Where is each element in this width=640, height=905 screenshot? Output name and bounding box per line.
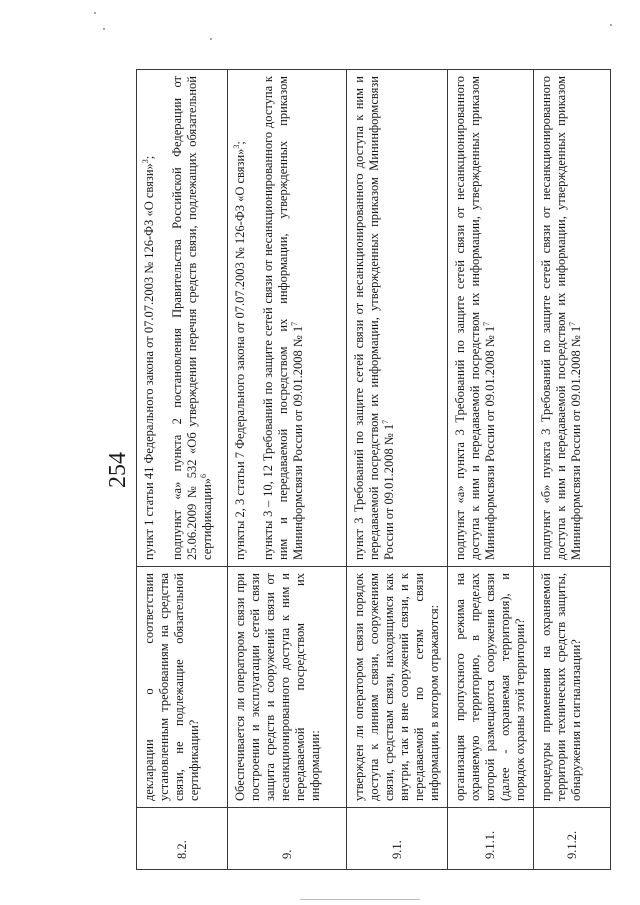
requirement-question: процедуры применения на охраняемой территории технических средств защиты, обнаружения и сигнализации? bbox=[534, 567, 611, 808]
requirement-question: утвержден ли оператором связи порядок доступа к линиям связи, сооружениям связи, средствам связи, находящимся как внутри, так и вне сооружений связи, и к передаваемой по сетям связи информации, в котором отражаются: bbox=[347, 567, 448, 808]
footnote-mark: 7 bbox=[380, 419, 390, 424]
footnote-mark: 6 bbox=[198, 473, 208, 478]
page-number: 254 bbox=[105, 452, 131, 488]
table-row bbox=[448, 70, 534, 870]
scan-edge-mark bbox=[300, 899, 420, 900]
table-row bbox=[534, 70, 611, 870]
rotated-page bbox=[60, 70, 583, 870]
table-row bbox=[137, 70, 228, 870]
item-number: 9.1.1. bbox=[448, 808, 534, 870]
reference-text: пункт 3 Требований по защите сетей связи от несанкционированного доступа к ним и передаваемой посредством их информации, утвержденных приказом Мининформсвязи России от 09.01.2008 № 1 bbox=[352, 76, 396, 560]
item-number: 9.1.2. bbox=[534, 808, 611, 870]
reference-text: подпункт «а» пункта 3 Требований по защите сетей связи от несанкционированного доступа к ним и передаваемой посредством их информации, утвержденных приказом Мининформсвязи России от 09.01.2008 № 1 bbox=[453, 76, 497, 560]
footnote-mark: 3 bbox=[231, 144, 241, 149]
table-row bbox=[347, 70, 448, 870]
reference-text: пункт 1 статьи 41 Федерального закона от 07.07.2003 № 126-ФЗ «О связи» bbox=[142, 163, 156, 560]
legal-reference bbox=[448, 70, 534, 567]
reference-text: пункты 3 – 10, 12 Требований по защите сетей связи от несанкционированного доступа к ним и передаваемой посредством их информации, утвержденных приказом Мининформсвязи России от 09.01.2008 № 1 bbox=[261, 76, 305, 560]
regulation-table bbox=[136, 69, 611, 870]
item-number: 9.1. bbox=[347, 808, 448, 870]
footnote-mark: 3 bbox=[140, 159, 150, 164]
scan-speck bbox=[103, 28, 105, 30]
reference-text: пункты 2, 3 статьи 7 Федерального закона от 07.07.2003 № 126-ФЗ «О связи» bbox=[233, 148, 247, 560]
item-number: 8.2. bbox=[137, 808, 228, 870]
reference-text: подпункт «б» пункта 3 Требований по защите сетей связи от несанкционированного доступа к ним и передаваемой посредством их информации, утвержденных приказом Мининформсвязи России от 09.01.2008 № 1 bbox=[539, 76, 583, 560]
requirement-question: Обеспечивается ли оператором связи при построении и эксплуатации сетей связи защита средств и сооружений связи от несанкционированного доступа к ним и передаваемой посредством их информации: bbox=[228, 567, 347, 808]
scan-speck bbox=[94, 12, 96, 14]
requirement-question: декларации о соответствии установленным требованиям на средства связи, не подлежащие обязательной сертификации? bbox=[137, 567, 228, 808]
legal-reference bbox=[347, 70, 448, 567]
legal-reference: пункт 1 статьи 41 Федерального закона от 07.07.2003 № 126-ФЗ «О связи»$^3$; подпункт «а» пункта 2 постановления Правительства Российской Федерации от 25.06.2009 № 532 «Об утверждении перечня средств связи, подлежащих обязательной сертификации»$^6$ bbox=[137, 70, 228, 567]
item-number: 9. bbox=[228, 808, 347, 870]
reference-text: подпункт «а» пункта 2 постановления Правительства Российской Федерации от 25.06.2009 № 532 «Об утверждении перечня средств связи, подлежащих обязательной сертификации» bbox=[170, 76, 214, 560]
footnote-mark: 7 bbox=[567, 321, 577, 326]
table-row bbox=[228, 70, 347, 870]
scan-speck bbox=[610, 24, 612, 26]
footnote-mark: 7 bbox=[289, 321, 299, 326]
footnote-mark: 7 bbox=[481, 321, 491, 326]
scan-speck bbox=[210, 38, 212, 40]
legal-reference bbox=[534, 70, 611, 567]
legal-reference: пункты 2, 3 статьи 7 Федерального закона от 07.07.2003 № 126-ФЗ «О связи»$^3$; пункты 3 – 10, 12 Требований по защите сетей связи от несанкционированного доступа к ним и передаваемой посредством их информации, утвержденных приказом Мининформсвязи России от 09.01.2008 № $1^7$ bbox=[228, 70, 347, 567]
requirement-question: организация пропускного режима на охраняемую территорию, в пределах которой размещаются сооружения связи (далее - охраняемая территория), и порядок охраны этой территории? bbox=[448, 567, 534, 808]
